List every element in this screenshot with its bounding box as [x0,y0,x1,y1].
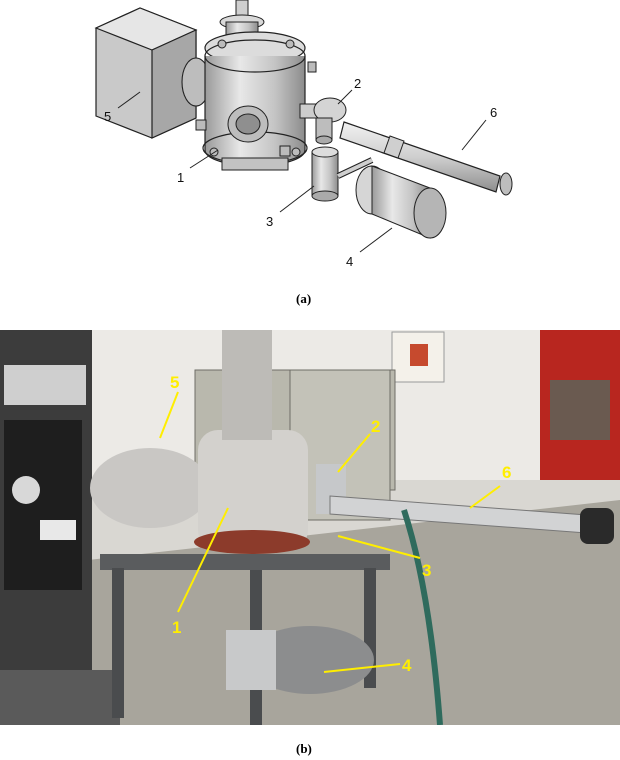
pump-box-5 [96,8,210,138]
caption-a: (a) [296,291,312,306]
photo-label-2: 2 [371,417,381,436]
label-5: 5 [104,109,112,124]
label-3: 3 [266,214,274,229]
label-1: 1 [177,170,185,185]
rotary-pump-4 [356,166,446,238]
label-6: 6 [490,105,498,120]
photo-label-6: 6 [502,463,512,482]
vacuum-chamber-1 [196,0,316,170]
photo-label-3: 3 [422,561,432,580]
valve-2 [300,98,346,144]
caption-b: (b) [296,741,312,756]
schematic-drawing [60,0,560,285]
lab-photograph [0,330,620,725]
label-2: 2 [354,76,362,91]
photo-label-1: 1 [172,618,182,637]
photo-label-4: 4 [402,656,412,675]
photo-label-5: 5 [170,373,180,392]
label-4: 4 [346,254,354,269]
